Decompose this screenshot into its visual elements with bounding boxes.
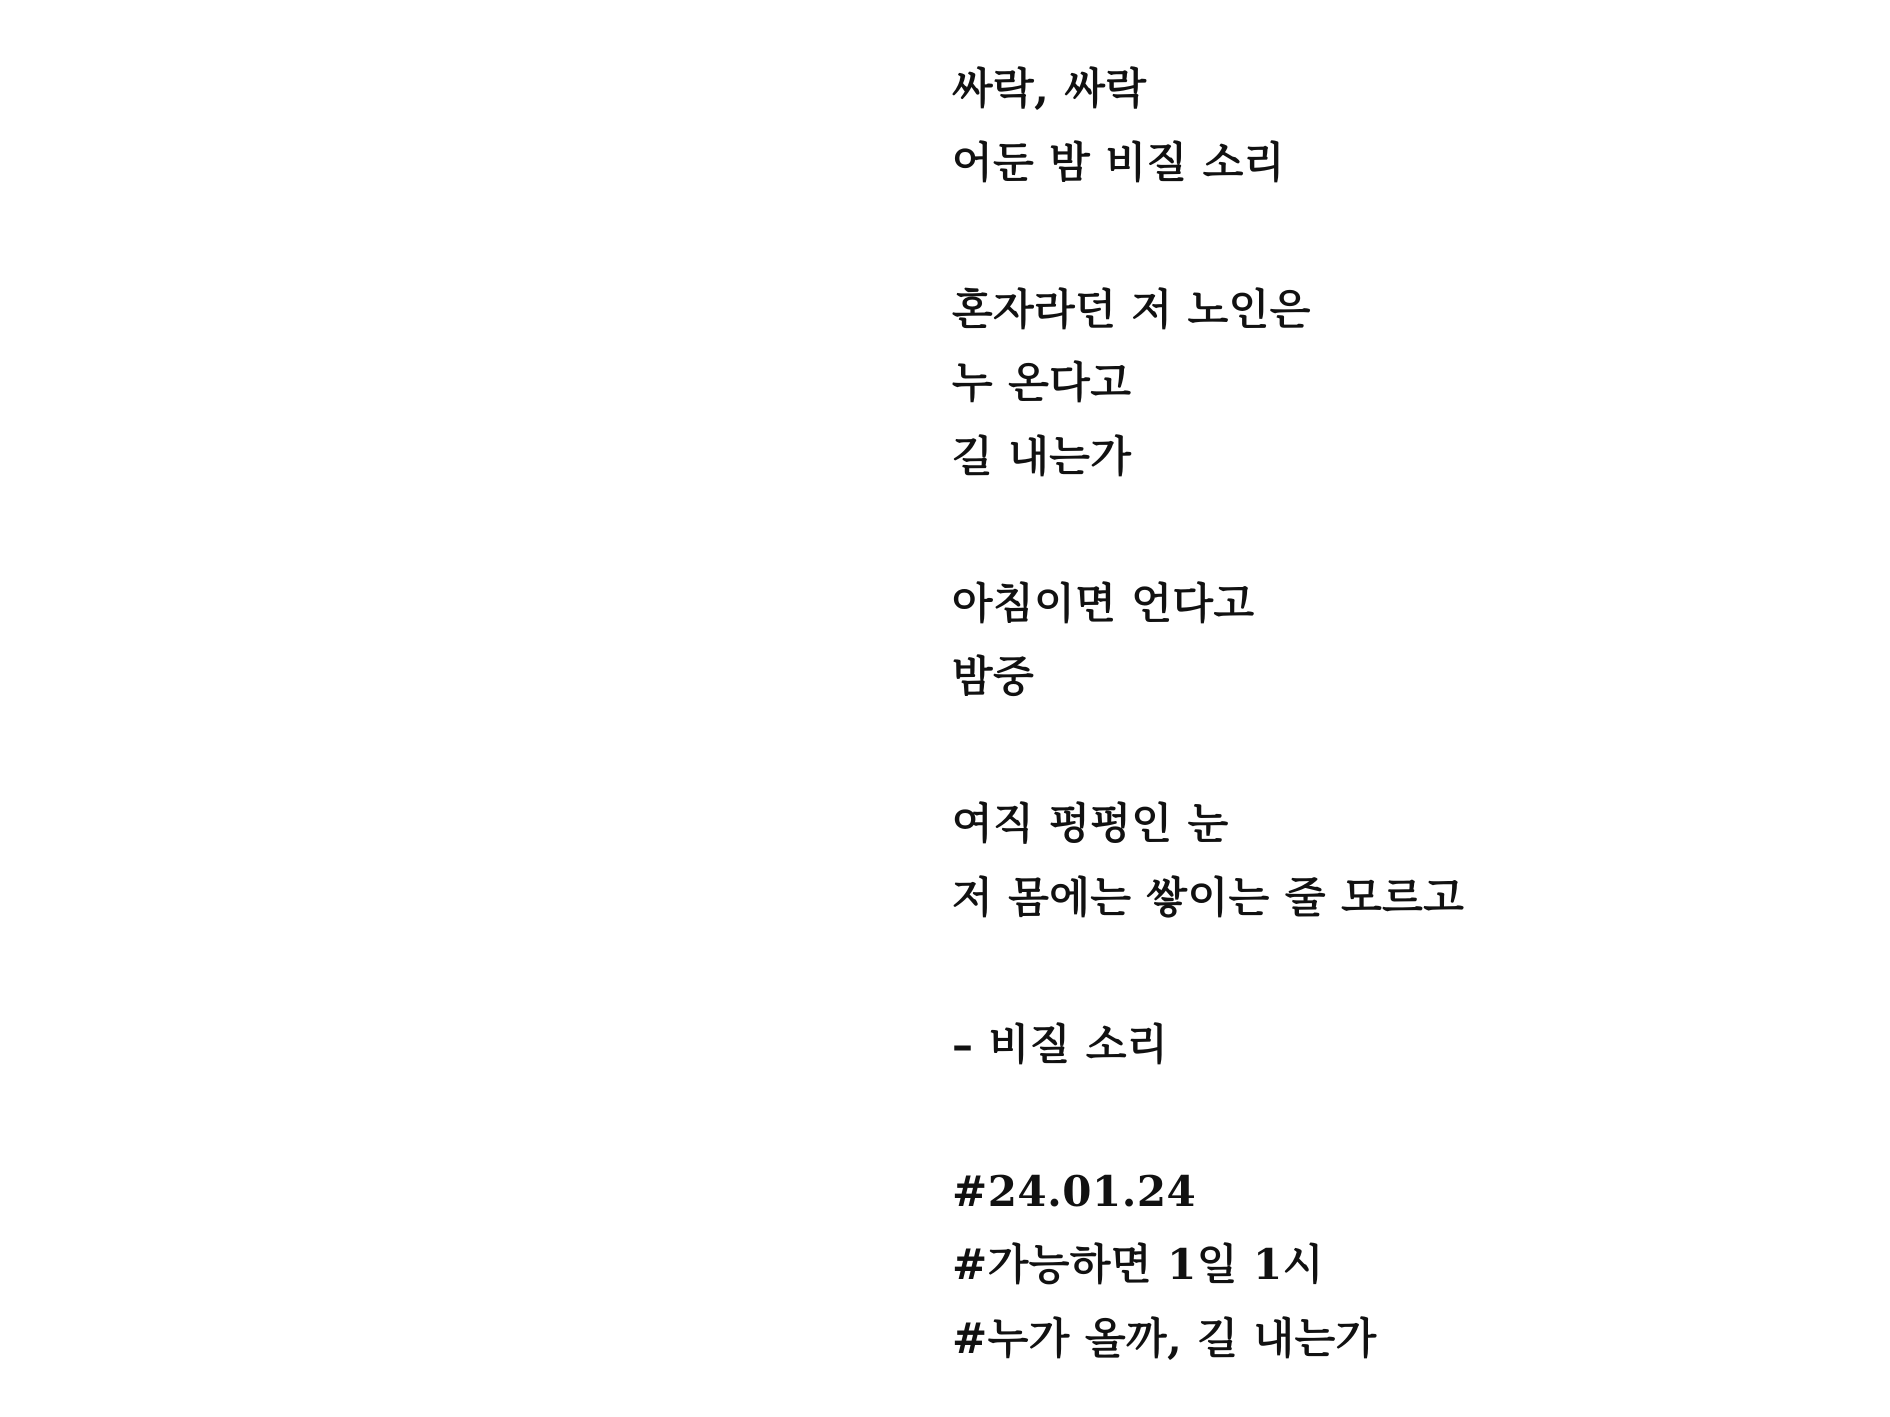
stanza-break bbox=[952, 199, 1832, 273]
poem-line: 싸락, 싸락 bbox=[952, 64, 1147, 113]
poem-line: 혼자라던 저 노인은 bbox=[952, 284, 1311, 334]
hashtag: #누가 올까, 길 내는가 bbox=[952, 1313, 1377, 1363]
hashtag: #가능하면 1일 1시 bbox=[952, 1240, 1324, 1289]
poem-signature: – 비질 소리 bbox=[952, 1019, 1169, 1069]
poem-line: 누 온다고 bbox=[952, 358, 1132, 407]
poem-line: 저 몸에는 쌓이는 줄 모르고 bbox=[952, 872, 1465, 922]
poem-line: 길 내는가 bbox=[952, 431, 1132, 481]
poem-line: 여직 펑펑인 눈 bbox=[952, 799, 1229, 848]
poem-line: 밤중 bbox=[952, 652, 1035, 701]
stanza-break bbox=[952, 493, 1832, 567]
section-break bbox=[952, 1081, 1832, 1155]
poem-line: 아침이면 언다고 bbox=[952, 578, 1255, 628]
poem-line: 어둔 밤 비질 소리 bbox=[952, 137, 1285, 187]
poem-text bbox=[952, 52, 1832, 1375]
stanza-break bbox=[952, 714, 1832, 788]
hashtag-date: #24.01.24 bbox=[952, 1166, 1197, 1216]
stanza-break bbox=[952, 934, 1832, 1008]
